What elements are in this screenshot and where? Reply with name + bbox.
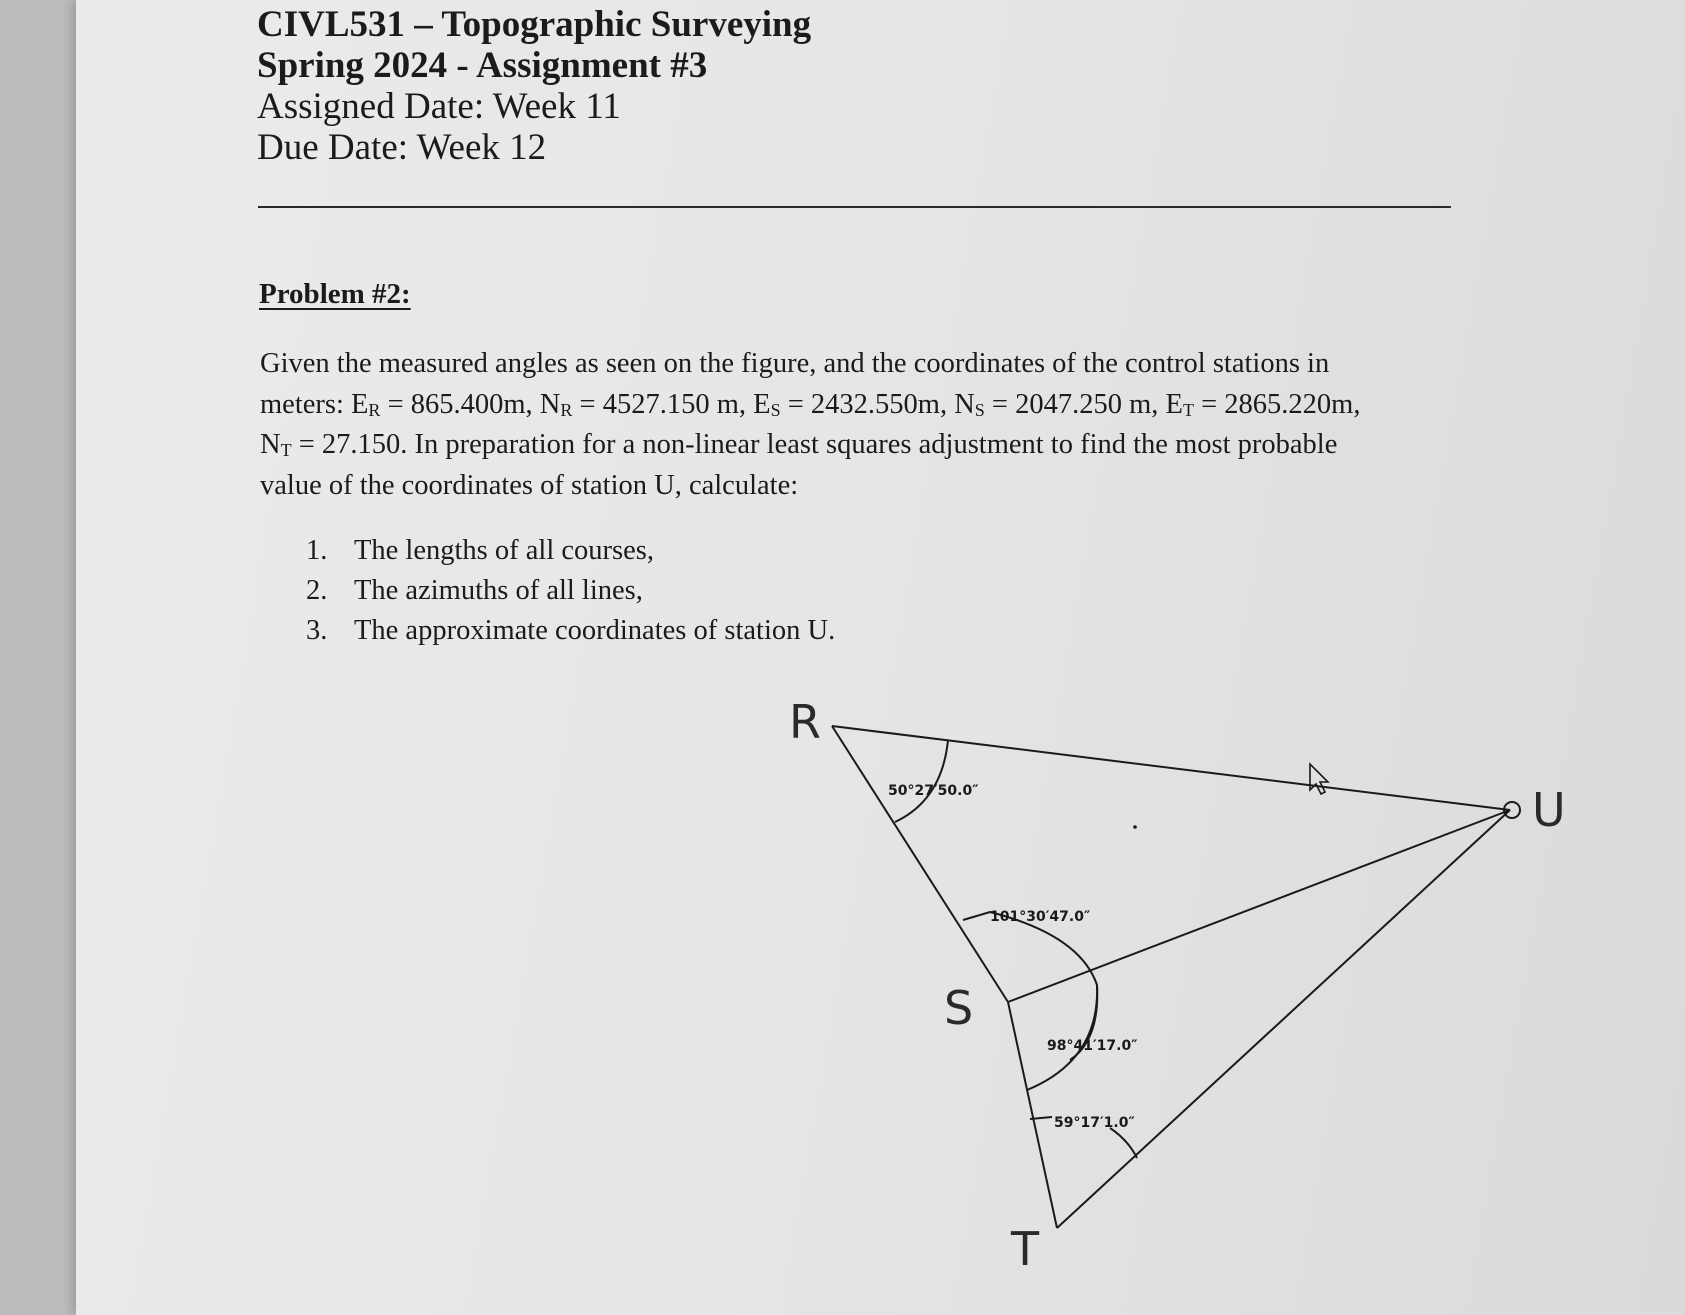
course-title: CIVL531 – Topographic Surveying xyxy=(257,4,812,45)
angle-label-t: 59°17′1.0″ xyxy=(1054,1115,1135,1131)
station-label-s: S xyxy=(944,981,974,1035)
angle-label-r: 50°27′50.0″ xyxy=(888,783,979,799)
list-item-text: The azimuths of all lines, xyxy=(354,575,643,606)
station-label-r: R xyxy=(789,695,821,749)
statement-line-4: value of the coordinates of station U, calculate: xyxy=(260,469,799,501)
list-item-text: The lengths of all courses, xyxy=(354,535,654,566)
cursor-icon xyxy=(1310,764,1328,794)
angle-label-s-upper: 101°30′47.0″ xyxy=(990,909,1091,925)
angle-label-s-lower: 98°41′17.0″ xyxy=(1047,1038,1138,1054)
line-s-u xyxy=(1008,810,1510,1002)
line-s-t xyxy=(1008,1002,1057,1228)
statement-line-1: Given the measured angles as seen on the figure, and the coordinates of the control stations in xyxy=(260,348,1330,379)
statement-line-2: meters: $E_R = 865.400m$, $N_R = 4527.150$ m, $E_S = 2432.550m$, $N_S = 2047.250$ m, $E_T = 2865.220m$, xyxy=(260,388,1361,420)
assignment-title: Spring 2024 - Assignment #3 xyxy=(257,45,708,86)
line-t-u xyxy=(1057,810,1510,1228)
assigned-date: Assigned Date: Week 11 xyxy=(257,86,621,127)
stray-dot xyxy=(1133,825,1137,829)
list-item-number: 3. xyxy=(306,615,328,646)
due-date: Due Date: Week 12 xyxy=(257,127,547,168)
statement-line-3: $N_T = 27.150$. In preparation for a non-linear least squares adjustment to find the most probable xyxy=(260,429,1338,460)
line-r-s xyxy=(832,726,1008,1002)
angle-arc-r xyxy=(895,740,948,822)
station-label-u: U xyxy=(1532,783,1566,837)
list-item-number: 2. xyxy=(306,575,328,606)
list-item-number: 1. xyxy=(306,535,328,566)
list-item-text: The approximate coordinates of station U. xyxy=(354,615,836,646)
station-label-t: T xyxy=(1011,1222,1040,1276)
problem-title: Problem #2: xyxy=(259,278,411,310)
